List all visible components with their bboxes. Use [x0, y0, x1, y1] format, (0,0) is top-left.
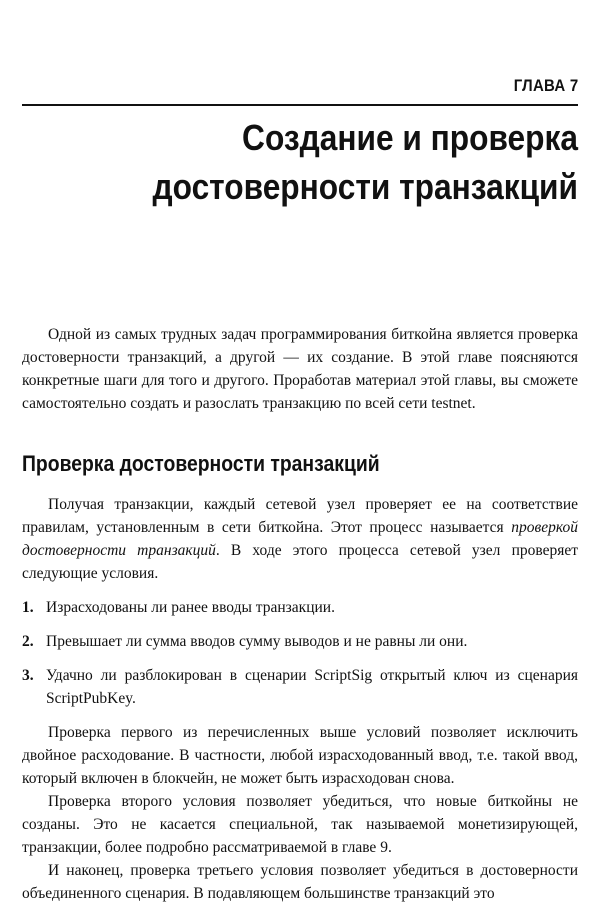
- list-item-text: Превышает ли сумма вводов сумму выводов и не равны ли они.: [46, 633, 468, 650]
- p1-text-before: Получая транзакции, каждый сетевой узел проверяет ее на соответствие правилам, установленным в сети биткойна. Этот процесс называется: [22, 496, 578, 536]
- chapter-title-line-2: достоверности транзакций: [152, 166, 578, 207]
- section-paragraph-1: [22, 493, 578, 585]
- p1-term: проверкой достоверности транзакций: [22, 519, 578, 559]
- list-item-text: Удачно ли разблокирован в сценарии ScriptSig открытый ключ из сценария ScriptPubKey.: [46, 667, 578, 707]
- chapter-title: [85, 113, 578, 211]
- p1-text-after: . В ходе этого процесса сетевой узел проверяет следующие условия.: [22, 542, 579, 582]
- list-item: [22, 664, 578, 710]
- intro-block: [22, 323, 578, 415]
- list-item-number: 1.: [22, 599, 34, 616]
- chapter-rule: [22, 104, 578, 106]
- list-item-number: 3.: [22, 667, 34, 684]
- chapter-label: ГЛАВА 7: [513, 76, 578, 95]
- list-item-number: 2.: [22, 633, 34, 650]
- list-item: [22, 596, 578, 619]
- list-item: [22, 630, 578, 653]
- list-item-text: Израсходованы ли ранее вводы транзакции.: [46, 599, 335, 616]
- section-paragraph-4: И наконец, проверка третьего условия позволяет убедиться в достоверности объединенного сценария. В подавляющем большинстве транзакций это: [22, 862, 578, 902]
- conditions-list: [22, 596, 578, 710]
- section-body: [22, 493, 578, 905]
- intro-paragraph: Одной из самых трудных задач программирования биткойна является проверка достоверности транзакций, а другой — их создание. В этой главе поясняются конкретные шаги для того и другого. Проработав материал этой главы, вы сможете самостоятельно создать и разослать транзакцию по всей сети testnet.: [22, 326, 578, 412]
- section-heading: Проверка достоверности транзакций: [22, 451, 380, 476]
- chapter-title-line-1: Создание и проверка: [242, 117, 579, 158]
- section-paragraph-2: Проверка первого из перечисленных выше условий позволяет исключить двойное расходование. В частности, любой израсходованный ввод, т.е. такой ввод, который включен в блокчейн, не может быть израсходован снова.: [22, 724, 578, 787]
- section-paragraph-3: Проверка второго условия позволяет убедиться, что новые биткойны не созданы. Это не касается специальной, так называемой монетизирующей, транзакции, более подробно рассматриваемой в главе 9.: [22, 793, 578, 856]
